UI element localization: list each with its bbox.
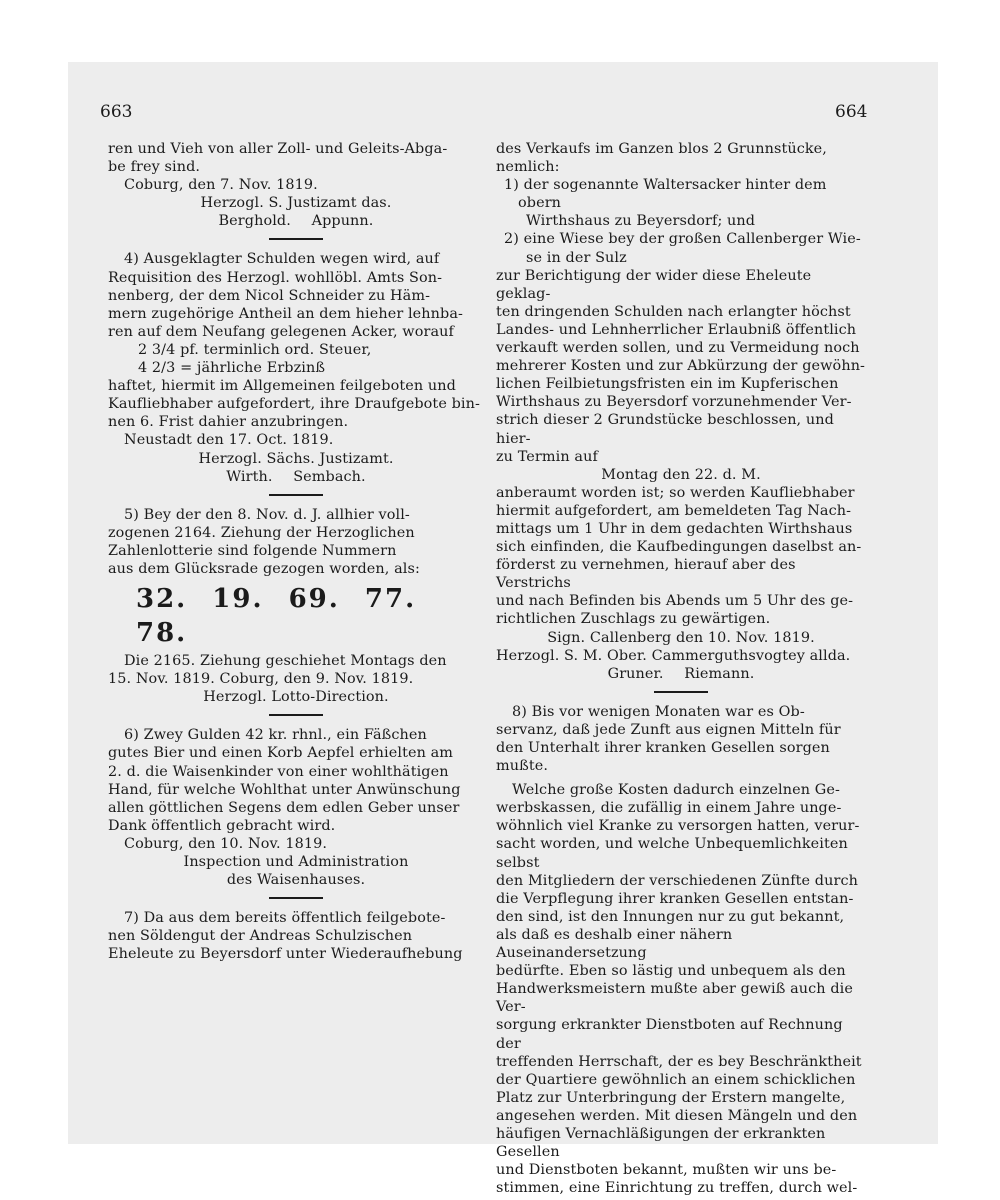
text-line: Wirthshaus zu Beyersdorf vorzunehmender Ver- [496,394,852,411]
text-line: be frey sind. [108,159,201,176]
dateline: Sign. Callenberg den 10. Nov. 1819. [547,629,815,646]
paragraph-5 [108,506,484,578]
text-line: Handwerksmeistern mußte aber gewiß auch die Ver- [496,981,853,1016]
text-line: der Quartiere gewöhnlich an einem schicklichen [496,1071,856,1088]
text-line: anberaumt worden ist; so werden Kaufliebhaber [496,484,855,501]
text-line: Requisition des Herzogl. wohllöbl. Amts Son- [108,269,443,286]
text-line: Hand, für welche Wohlthat unter Anwünschung [108,781,461,798]
text-line: zogenen 2164. Ziehung der Herzoglichen [108,524,415,541]
list-item-cont: Wirthshaus zu Beyersdorf; und [526,213,756,230]
paragraph-8 [496,703,866,775]
text-line: 2. d. die Waisenkinder von einer wohlthätigen [108,763,449,780]
text-line: Zahlenlotterie sind folgende Nummern [108,542,397,559]
text-line: 15. Nov. 1819. Coburg, den 9. Nov. 1819. [108,671,414,688]
text-line: und Dienstboten bekannt, mußten wir uns be- [496,1162,837,1179]
text-line: haftet, hiermit im Allgemeinen feilgeboten und [108,378,456,395]
list-item: 1) der sogenannte Waltersacker hinter dem obern [504,177,827,212]
text-line: mehrerer Kosten und zur Abkürzung der gewöhn- [496,358,866,375]
signatories: Wirth. Sembach. [226,468,366,485]
office-line: Herzogl. Lotto-Direction. [203,689,389,706]
paragraph-6 [108,726,484,835]
signatories: Berghold. Appunn. [218,213,374,230]
lottery-number: 77. [364,584,417,615]
text-line: als daß es deshalb einer nähern Auseinandersetzung [496,926,733,962]
text-line: häufigen Vernachläßigungen der erkrankten Gesellen [496,1125,826,1161]
paragraph-9 [496,781,866,1197]
text-line: 6) Zwey Gulden 42 kr. rhnl., ein Fäßchen [124,727,427,744]
page-number-left: 663 [100,102,133,122]
office-line: Inspection und Administration [183,854,409,870]
text-line: stimmen, eine Einrichtung zu treffen, durch wel- [496,1180,858,1197]
lottery-number: 78. [136,618,188,649]
dateline: Coburg, den 10. Nov. 1819. [124,835,328,852]
section-divider [269,238,323,240]
text-line: Die 2165. Ziehung geschiehet Montags den [124,653,447,670]
office-line: Herzogl. Sächs. Justizamt. [198,450,394,467]
office-line: des Waisenhauses. [226,872,366,889]
text-line: nen 6. Frist dahier anzubringen. [108,414,349,431]
paragraph-3-end [108,140,484,176]
paragraph-7-body-2 [496,484,866,629]
text-line: nenberg, der dem Nicol Schneider zu Häm- [108,287,431,304]
text-line: richtlichen Zuschlags zu gewärtigen. [496,611,771,628]
text-line: den sind, ist den Innungen nur zu gut bekannt, [496,908,845,925]
text-line: zur Berichtigung der wider diese Eheleute geklag- [496,267,812,302]
text-line: Welche große Kosten dadurch einzelnen Ge- [512,782,840,799]
text-line: Dank öffentlich gebracht wird. [108,817,336,834]
text-line: förderst zu vernehmen, hierauf aber des Verstrichs [496,557,796,592]
text-line: aus dem Glücksrade gezogen worden, als: [108,560,420,577]
text-line: und nach Befinden bis Abends um 5 Uhr des ge- [496,593,854,610]
text-line: sorgung erkrankter Dienstboten auf Rechnung der [496,1017,843,1052]
section-divider [269,897,323,899]
paragraph-7-body [496,267,866,466]
list-item-cont: se in der Sulz [526,249,627,266]
text-line: lichen Feilbietungsfristen ein im Kupferischen [496,376,839,393]
text-line: ren und Vieh von aller Zoll- und Geleits-Abga- [108,141,448,157]
paragraph-7 [108,909,484,963]
page-number-right: 664 [835,102,868,122]
text-line: ren auf dem Neufang gelegenen Acker, worauf [108,323,454,340]
text-line: angesehen werden. Mit diesen Mängeln und den [496,1107,858,1124]
lottery-numbers [108,582,484,650]
list-item: 2) eine Wiese bey der großen Callenberger Wie- [504,231,861,248]
right-column [496,140,866,1197]
text-line: verkauft werden sollen, und zu Vermeidung noch [496,340,860,357]
section-divider [654,691,708,693]
text-line: mittags um 1 Uhr in dem gedachten Wirthshaus [496,520,853,537]
section-divider [269,494,323,496]
text-line: ten dringenden Schulden nach erlangter höchst [496,303,851,320]
section-divider [269,714,323,716]
text-line: 2 3/4 pf. terminlich ord. Steuer, [138,341,372,358]
auction-date: Montag den 22. d. M. [601,466,761,483]
dateline: Neustadt den 17. Oct. 1819. [124,432,334,449]
text-line: sich einfinden, die Kaufbedingungen daselbst an- [496,539,862,556]
property-list [496,176,866,266]
text-line: treffenden Herrschaft, der es bey Beschränktheit [496,1053,862,1070]
paragraph-4 [108,250,484,431]
text-line: Kaufliebhaber aufgefordert, ihre Draufgebote bin- [108,396,480,413]
text-line: nemlich: [496,159,560,176]
text-line: mern zugehörige Antheil an dem hieher lehnba- [108,305,463,322]
text-line: nen Söldengut der Andreas Schulzischen [108,928,413,945]
text-line: wöhnlich viel Kranke zu versorgen hatten, verur- [496,818,860,835]
text-line: die Verpflegung ihrer kranken Gesellen entstan- [496,890,854,907]
text-line: des Verkaufs im Ganzen blos 2 Grunnstücke, [496,141,827,157]
dateline: Coburg, den 7. Nov. 1819. [124,177,318,194]
text-line: zu Termin auf [496,448,598,465]
text-line: 7) Da aus dem bereits öffentlich feilgebote- [124,910,446,927]
signatories: Gruner. Riemann. [607,665,755,682]
text-line: gutes Bier und einen Korb Aepfel erhielten am [108,745,454,762]
text-line: sacht worden, und welche Unbequemlichkeiten selbst [496,836,848,871]
text-line: bedürfte. Eben so lästig und unbequem als den [496,963,846,980]
text-line: 5) Bey der den 8. Nov. d. J. allhier voll- [124,506,410,523]
text-line: den Unterhalt ihrer kranken Gesellen sorgen mußte. [496,740,830,775]
lottery-number: 19. [212,584,264,615]
text-line: den Mitgliedern der verschiedenen Zünfte durch [496,872,858,889]
text-line: 8) Bis vor wenigen Monaten war es Ob- [512,703,805,720]
lottery-number: 32. [136,584,188,615]
text-line: servanz, daß jede Zunft aus eignen Mitteln für [496,721,841,738]
text-line: 4) Ausgeklagter Schulden wegen wird, auf [124,251,440,268]
text-line: Eheleute zu Beyersdorf unter Wiederaufhebung [108,946,463,963]
text-line: strich dieser 2 Grundstücke beschlossen, und hier- [496,412,834,447]
text-line: Landes- und Lehnherrlicher Erlaubniß öffentlich [496,321,857,338]
text-line: 4 2/3 = jährliche Erbzinß [138,360,326,377]
office-line: Herzogl. S. Justizamt das. [200,195,392,212]
text-line: hiermit aufgefordert, am bemeldeten Tag Nach- [496,502,852,519]
text-line: Platz zur Unterbringung der Erstern mangelte, [496,1089,846,1106]
lottery-number: 69. [288,584,340,615]
office-line: Herzogl. S. M. Ober. Cammerguthsvogtey allda. [496,647,851,664]
left-column [108,140,484,963]
text-line: werbskassen, die zufällig in einem Jahre unge- [496,800,842,817]
text-line: allen göttlichen Segens dem edlen Geber unser [108,799,460,816]
